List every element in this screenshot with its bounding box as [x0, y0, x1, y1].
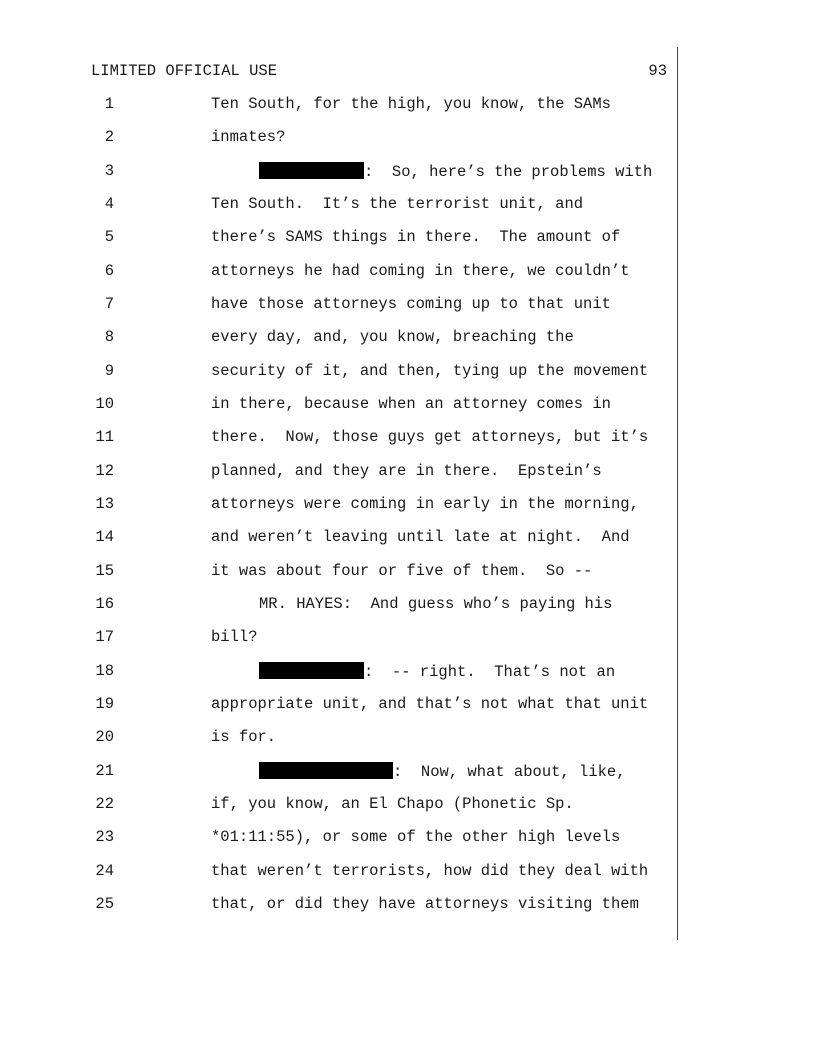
line-number: 21 — [95, 762, 114, 780]
line-text: that weren’t terrorists, how did they deal with — [211, 862, 649, 880]
line-number: 16 — [95, 595, 114, 613]
transcript-line — [0, 762, 816, 786]
transcript-line — [0, 495, 816, 519]
line-number: 24 — [95, 862, 114, 880]
line-text: if, you know, an El Chapo (Phonetic Sp. — [211, 795, 574, 813]
line-text: is for. — [211, 728, 277, 746]
line-text: attorneys were coming in early in the morning, — [211, 495, 639, 513]
line-number: 11 — [95, 428, 114, 446]
line-number: 2 — [104, 128, 114, 146]
line-number: 1 — [104, 95, 114, 113]
transcript-line — [0, 662, 816, 686]
line-text: appropriate unit, and that’s not what that unit — [211, 695, 649, 713]
line-number: 6 — [104, 262, 114, 280]
line-text: MR. HAYES: And guess who’s paying his — [259, 595, 613, 613]
transcript-line — [0, 595, 816, 619]
line-number: 17 — [95, 628, 114, 646]
line-number: 15 — [95, 562, 114, 580]
transcript-line — [0, 162, 816, 186]
line-number: 23 — [95, 828, 114, 846]
line-number: 7 — [104, 295, 114, 313]
transcript-line — [0, 828, 816, 852]
transcript-line — [0, 95, 816, 119]
transcript-line — [0, 728, 816, 752]
transcript-line — [0, 295, 816, 319]
transcript-line — [0, 695, 816, 719]
line-text: every day, and, you know, breaching the — [211, 328, 574, 346]
line-text: bill? — [211, 628, 258, 646]
transcript-line — [0, 462, 816, 486]
transcript-line — [0, 395, 816, 419]
line-number: 10 — [95, 395, 114, 413]
line-number: 25 — [95, 895, 114, 913]
line-text: security of it, and then, tying up the movement — [211, 362, 649, 380]
transcript-line — [0, 795, 816, 819]
line-text: inmates? — [211, 128, 286, 146]
line-number: 22 — [95, 795, 114, 813]
transcript-line — [0, 895, 816, 919]
transcript-line — [0, 428, 816, 452]
transcript-line — [0, 262, 816, 286]
line-text: planned, and they are in there. Epstein’s — [211, 462, 602, 480]
line-text: that, or did they have attorneys visiting them — [211, 895, 639, 913]
line-number: 12 — [95, 462, 114, 480]
transcript-line — [0, 195, 816, 219]
line-number: 14 — [95, 528, 114, 546]
transcript-line — [0, 128, 816, 152]
line-number: 5 — [104, 228, 114, 246]
line-text: and weren’t leaving until late at night. And — [211, 528, 630, 546]
transcript-line — [0, 362, 816, 386]
line-number: 20 — [95, 728, 114, 746]
line-text: : Now, what about, like, — [393, 763, 626, 781]
line-text: Ten South, for the high, you know, the SAMs — [211, 95, 611, 113]
line-text: it was about four or five of them. So -- — [211, 562, 593, 580]
line-number: 9 — [104, 362, 114, 380]
line-text: : So, here’s the problems with — [364, 163, 653, 181]
transcript-line — [0, 228, 816, 252]
line-number: 13 — [95, 495, 114, 513]
transcript-line — [0, 528, 816, 552]
line-text: have those attorneys coming up to that unit — [211, 295, 611, 313]
line-number: 18 — [95, 662, 114, 680]
transcript-line — [0, 562, 816, 586]
line-text: *01:11:55), or some of the other high levels — [211, 828, 621, 846]
line-text: there’s SAMS things in there. The amount of — [211, 228, 621, 246]
line-number: 3 — [104, 162, 114, 180]
redaction-box — [259, 662, 364, 679]
classification-header: LIMITED OFFICIAL USE — [91, 62, 278, 80]
line-number: 19 — [95, 695, 114, 713]
redaction-box — [259, 162, 364, 179]
line-text: in there, because when an attorney comes in — [211, 395, 611, 413]
line-text: : -- right. That’s not an — [364, 663, 616, 681]
line-text: attorneys he had coming in there, we couldn’t — [211, 262, 630, 280]
transcript-line — [0, 328, 816, 352]
page-number: 93 — [648, 62, 667, 80]
line-text: Ten South. It’s the terrorist unit, and — [211, 195, 584, 213]
line-number: 4 — [104, 195, 114, 213]
transcript-line — [0, 862, 816, 886]
line-number: 8 — [104, 328, 114, 346]
redaction-box — [259, 762, 393, 779]
line-text: there. Now, those guys get attorneys, but it’s — [211, 428, 649, 446]
transcript-line — [0, 628, 816, 652]
